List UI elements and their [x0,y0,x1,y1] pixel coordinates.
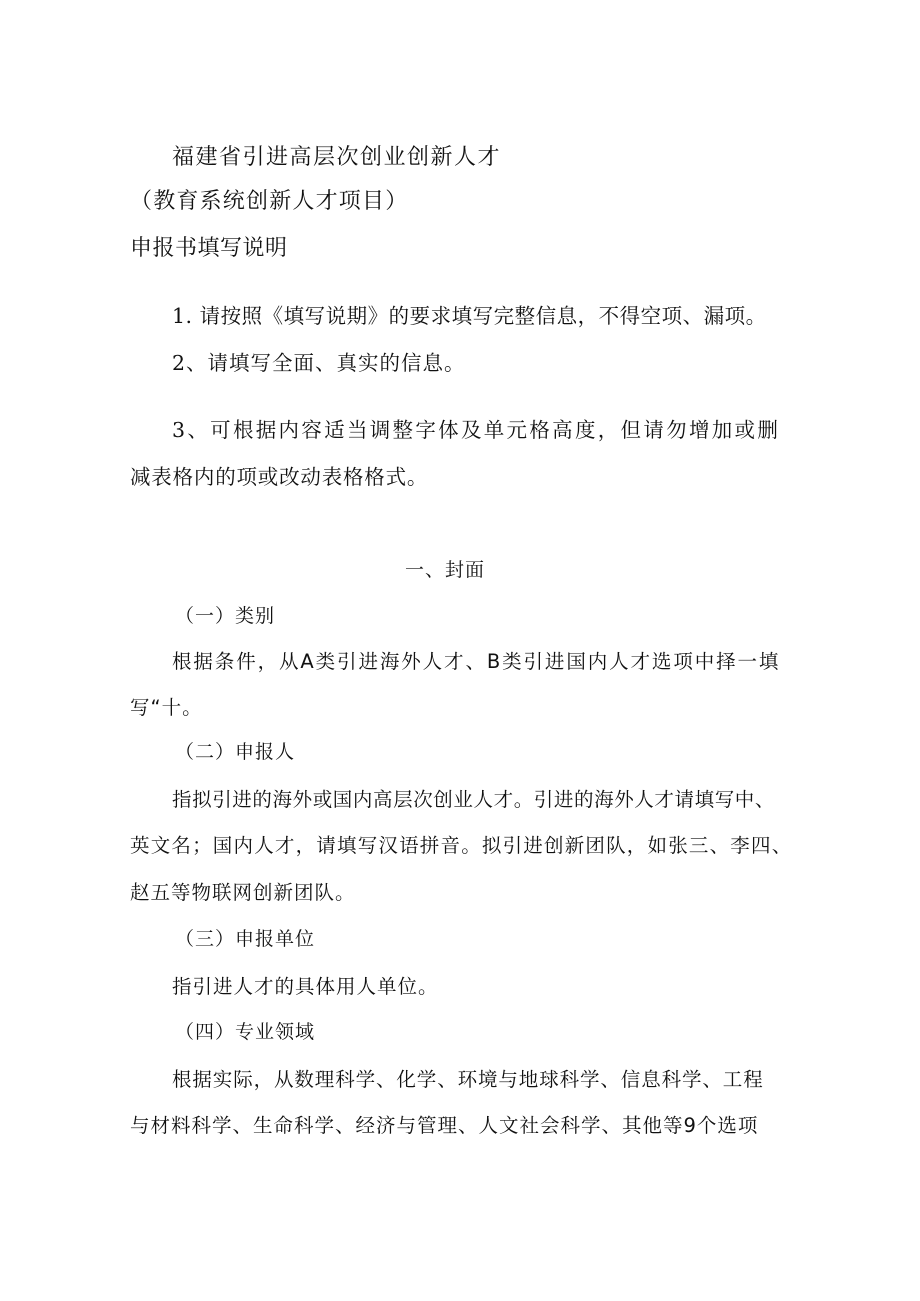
note-3-line-1: 3、可根据内容适当调整字体及单元格高度，但请勿增加或删 [172,418,781,442]
note-1: 1. 请按照《填写说期》的要求填写完整信息，不得空项、漏项。 [172,304,767,328]
title-line-2: （教育系统创新人才项目） [130,189,409,214]
item-text-category-line-2: 写“十。 [130,696,203,719]
item-text-field-line-2: 与材料科学、生命科学、经济与管理、人文社会科学、其他等9个选项 [130,1114,759,1137]
item-text-unit-line-1: 指引进人才的具体用人单位。 [172,975,439,998]
item-text-applicant-line-1: 指拟引进的海外或国内高层次创业人才。引进的海外人才请填写中、 [172,788,776,811]
item-text-applicant-line-2: 英文名；国内人才，请填写汉语拼音。拟引进创新团队，如张三、李四、 [130,834,793,857]
item-label-unit: （三）申报单位 [175,928,316,950]
note-2: 2、请填写全面、真实的信息。 [172,351,466,375]
item-label-category: （一）类别 [175,605,276,627]
section-heading: 一、封面 [405,559,486,581]
note-3-line-2: 减表格内的项或改动表格格式。 [130,465,429,489]
title-line-3: 申报书填写说明 [130,236,288,261]
title-line-1: 福建省引进高层次创业创新人才 [172,145,502,170]
item-text-applicant-line-3: 赵五等物联网创新团队。 [130,881,356,904]
item-text-field-line-1: 根据实际，从数理科学、化学、环境与地球科学、信息科学、工程 [172,1068,764,1091]
item-text-category-line-1: 根据条件，从A类引进海外人才、B类引进国内人才选项中择一填 [172,650,781,673]
item-label-field: （四）专业领域 [175,1021,316,1043]
item-label-applicant: （二）申报人 [175,741,296,763]
